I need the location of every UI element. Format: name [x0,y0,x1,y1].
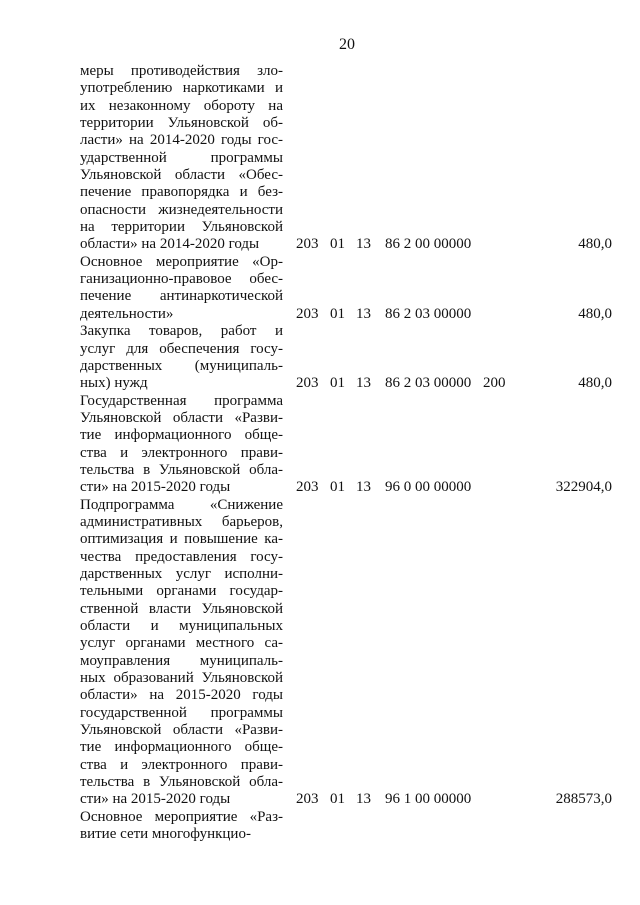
budget-table [80,63,640,843]
admin-code: 203 [296,479,319,496]
page-number: 20 [339,36,355,53]
table-row [80,323,640,392]
row-description-line: Основное мероприятие «Раз- [80,808,283,825]
row-description-line: государственной программы [80,704,283,721]
row-description-line: дарственных услуг исполни- [80,565,283,582]
row-description-line: витие сети многофункцио- [80,826,251,843]
target-article-code: 86 2 03 00000 [385,375,472,392]
row-description-line: на территории Ульяновской [80,219,283,236]
row-description-line: услуг для обеспечения госу- [80,340,283,357]
row-description-line: Ульяновской области «Разви- [80,409,283,426]
table-row [80,393,640,497]
row-description-line: тие информационного обще- [80,427,283,444]
row-description-line: Ульяновской области «Обес- [80,167,283,184]
row-description-line: употреблению наркотиками и [80,80,283,97]
row-description-line: ганизационно-правовое обес- [80,271,283,288]
amount: 480,0 [578,236,612,253]
row-description-line: ства и электронного прави- [80,756,283,773]
row-description-line: меры противодействия зло- [80,63,283,79]
row-description-line: услуг органами местного са- [80,635,283,652]
subsection-code: 13 [356,236,371,253]
row-description-line: оптимизация и повышение ка- [80,531,283,548]
row-description-line: Ульяновской области «Разви- [80,722,283,739]
row-description-line: ства и электронного прави- [80,444,283,461]
row-description-line: ственной власти Ульяновской [80,600,283,617]
table-row [80,254,640,323]
target-article-code: 96 1 00 00000 [385,791,472,808]
subsection-code: 13 [356,479,371,496]
amount: 480,0 [578,305,612,322]
row-description-line: сти» на 2015-2020 годы [80,791,231,808]
row-description-line: деятельности» [80,305,174,322]
row-description-line: опасности жизнедеятельности [80,201,283,218]
section-code: 01 [330,305,345,322]
row-description-line: моуправления муниципаль- [80,652,283,669]
admin-code: 203 [296,791,319,808]
target-article-code: 86 2 00 00000 [385,236,472,253]
amount: 322904,0 [555,479,612,496]
target-article-code: 96 0 00 00000 [385,479,472,496]
row-description-line: области» на 2015-2020 годы [80,687,283,704]
row-codes [80,791,612,808]
row-description-line: дарственных (муниципаль- [80,357,283,374]
row-description-line: ласти» на 2014-2020 годы гос- [80,132,283,149]
expense-type-code: 200 [483,375,506,392]
admin-code: 203 [296,236,319,253]
admin-code: 203 [296,305,319,322]
row-description-line: Основное мероприятие «Ор- [80,253,283,270]
target-article-code: 86 2 03 00000 [385,305,472,322]
row-description-line: ударственной программы [80,149,283,166]
subsection-code: 13 [356,305,371,322]
row-description-line: области» на 2014-2020 годы [80,236,260,253]
section-code: 01 [330,791,345,808]
row-description-line: их незаконному обороту на [80,97,283,114]
table-row [80,497,640,809]
section-code: 01 [330,375,345,392]
row-description-line: печение антинаркотической [80,288,283,305]
table-row [80,809,640,844]
row-description-line: чества предоставления госу- [80,548,283,565]
section-code: 01 [330,479,345,496]
row-codes [80,236,612,253]
row-description-line: ных) нужд [80,375,148,392]
subsection-code: 13 [356,791,371,808]
row-description-line: ных образований Ульяновской [80,670,283,687]
row-description-line: области и муниципальных [80,618,283,634]
admin-code: 203 [296,375,319,392]
row-codes [80,826,612,843]
subsection-code: 13 [356,375,371,392]
row-codes [80,306,612,323]
row-description-line: Закупка товаров, работ и [80,323,283,340]
row-description-line: тельными органами государ- [80,583,283,600]
row-description-line: территории Ульяновской об- [80,115,283,132]
row-description-line: печение правопорядка и без- [80,184,283,201]
table-row [80,63,640,254]
section-code: 01 [330,236,345,253]
row-codes [80,375,612,392]
row-description-line: административных барьеров, [80,513,283,530]
row-description-line: тельства в Ульяновской обла- [80,774,283,791]
row-description-line: Подпрограмма «Снижение [80,496,283,513]
row-description-line: тие информационного обще- [80,739,283,756]
row-description-line: сти» на 2015-2020 годы [80,479,231,496]
row-codes [80,479,612,496]
row-description-line: тельства в Ульяновской обла- [80,461,283,478]
amount: 288573,0 [555,791,612,808]
amount: 480,0 [578,375,612,392]
row-description-line: Государственная программа [80,392,283,409]
